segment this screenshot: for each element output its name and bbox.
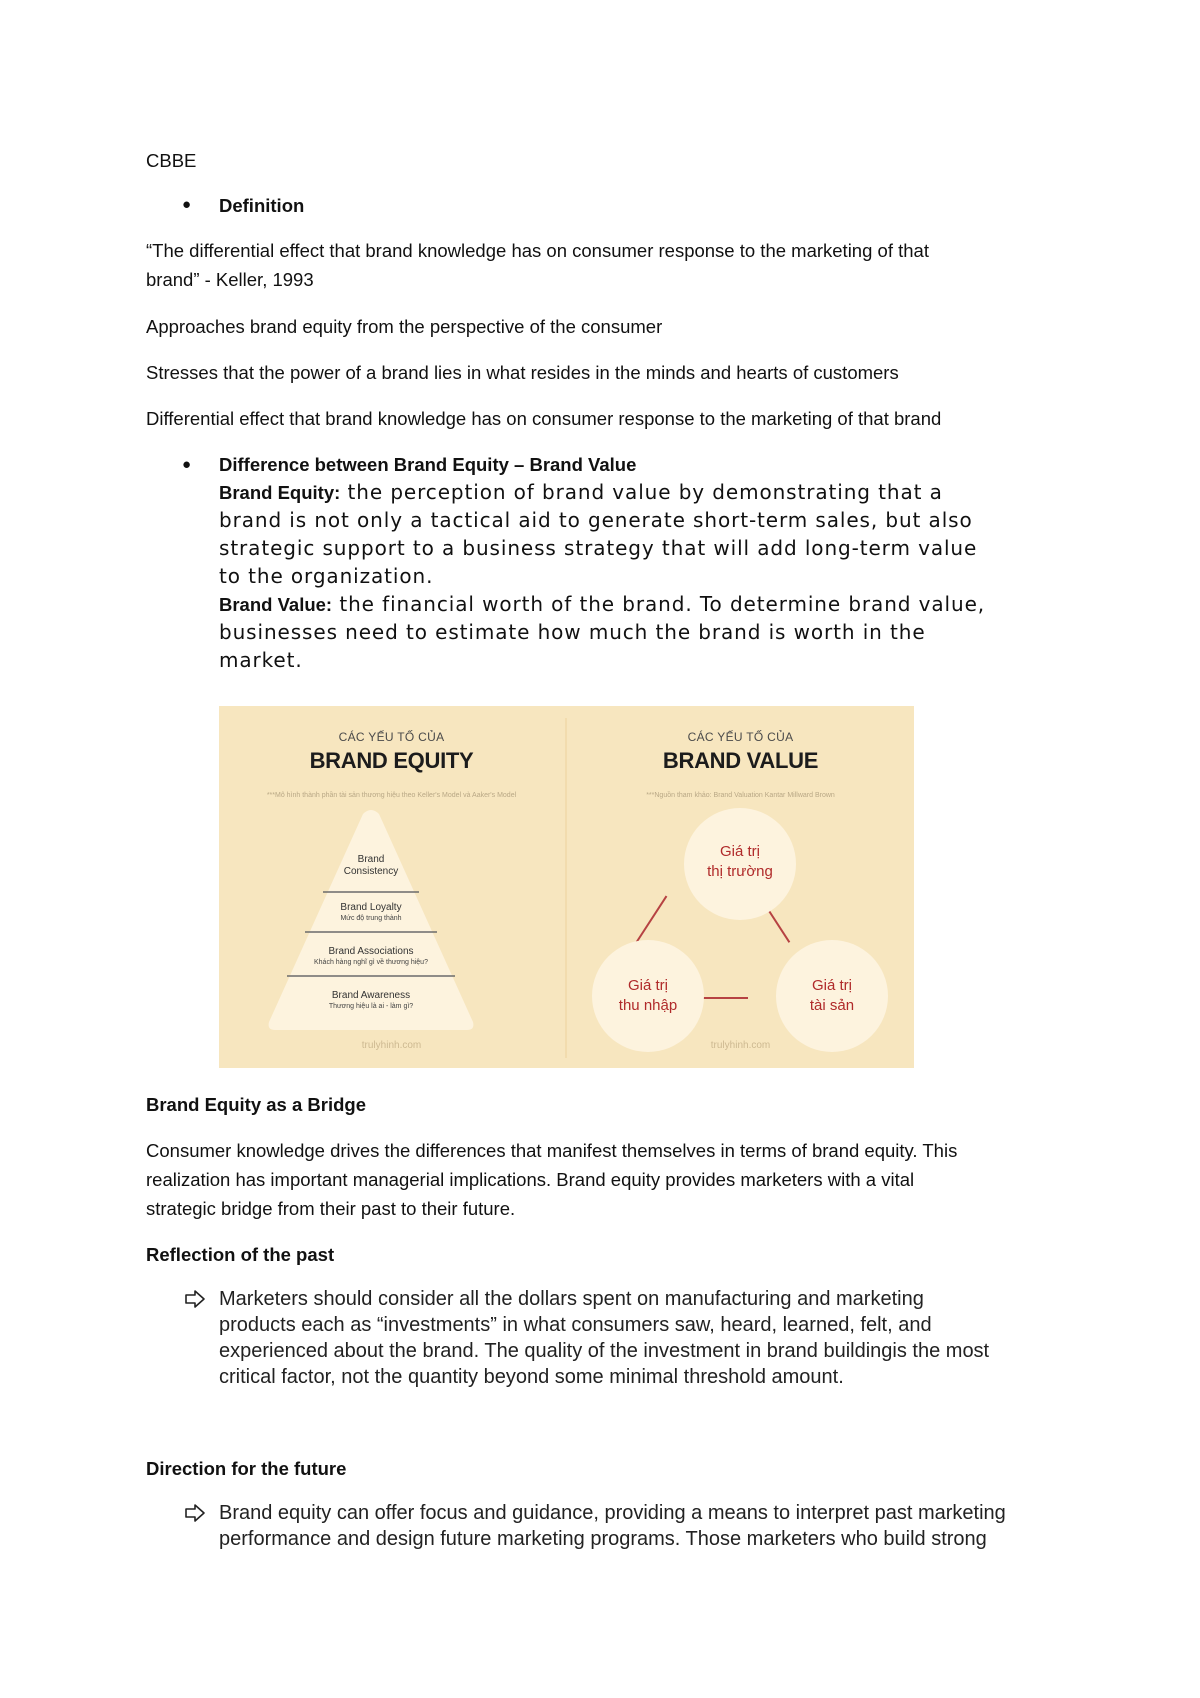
value-line-1: the financial worth of the brand. To determine brand value, (339, 592, 986, 616)
label-income-value (592, 976, 704, 1016)
past-line-1: Marketers should consider all the dollars spent on manufacturing and marketing (219, 1288, 924, 1310)
bridge-line-2: realization has important managerial implications. Brand equity provides marketers with a vital (146, 1169, 915, 1190)
equity-line-1: the perception of brand value by demonstrating that a (347, 480, 943, 504)
value-line-2: businesses need to estimate how much the brand is worth in the (219, 620, 926, 644)
level-sub-label: Thương hiệu là ai - làm gì? (328, 1003, 414, 1010)
equity-line-2: brand is not only a tactical aid to generate short-term sales, but also (219, 508, 973, 532)
label-line: thị trường (707, 863, 773, 880)
arrow-bullet-icon (184, 1288, 206, 1310)
difference-bullet: Difference between Brand Equity – Brand Value (219, 454, 637, 475)
future-line-2: performance and design future marketing programs. Those marketers who build strong (219, 1528, 987, 1550)
definition-bullet: Definition (219, 195, 305, 216)
value-line-3: market. (219, 648, 303, 672)
brand-equity-value-figure (219, 706, 914, 1068)
value-source-note: ***Nguồn tham khảo: Brand Valuation Kantar Millward Brown (646, 792, 835, 799)
past-line-3: experienced about the brand. The quality of the investment in brand buildingis the most (219, 1340, 990, 1362)
label-asset-value (776, 976, 888, 1016)
brand-value-label: Brand Value: (219, 594, 333, 615)
bridge-line-1: Consumer knowledge drives the differences that manifest themselves in terms of brand equity. This (146, 1140, 958, 1161)
label-line: tài sản (809, 997, 855, 1014)
label-line: Giá trị (627, 977, 668, 994)
future-heading: Direction for the future (146, 1458, 347, 1479)
bridge-heading: Brand Equity as a Bridge (146, 1094, 366, 1115)
label-market-value (684, 842, 796, 882)
value-kicker: CÁC YẾU TỐ CỦA (687, 730, 794, 744)
pyramid-level-loyalty (301, 902, 441, 924)
level-label: Brand (357, 854, 385, 865)
label-line: Giá trị (811, 977, 852, 994)
bullet-dot: ● (182, 456, 192, 473)
past-line-4: critical factor, not the quantity beyond some minimal threshold amount. (219, 1366, 844, 1388)
paragraph-3: Differential effect that brand knowledge has on consumer response to the marketing of that brand (146, 408, 942, 429)
connector-left (635, 895, 667, 943)
brand-equity-definition (219, 478, 943, 507)
figure-divider (565, 718, 567, 1058)
quote-line-1: “The differential effect that brand knowledge has on consumer response to the marketing of that (146, 240, 929, 261)
equity-title: BRAND EQUITY (309, 748, 474, 773)
label-line: thu nhập (618, 997, 678, 1014)
arrow-bullet-icon (184, 1502, 206, 1524)
level-sub-label: Mức độ trung thành (340, 915, 402, 922)
level-label: Consistency (343, 866, 399, 877)
brand-value-panel (568, 706, 913, 1068)
paragraph-1: Approaches brand equity from the perspective of the consumer (146, 316, 663, 337)
past-heading: Reflection of the past (146, 1244, 335, 1265)
equity-line-3: strategic support to a business strategy that will add long-term value (219, 536, 978, 560)
brand-equity-label: Brand Equity: (219, 482, 341, 503)
pyramid-level-awareness (271, 990, 471, 1012)
equity-source-note: ***Mô hình thành phần tài sản thương hiệu theo Keller's Model và Aaker's Model (266, 792, 517, 799)
value-footer: trulyhinh.com (710, 1040, 771, 1051)
level-label: Brand Awareness (331, 990, 411, 1001)
pyramid-level-consistency (321, 854, 421, 878)
equity-footer: trulyhinh.com (361, 1040, 422, 1051)
equity-kicker: CÁC YẾU TỐ CỦA (338, 730, 445, 744)
level-label: Brand Loyalty (340, 902, 402, 913)
pyramid-level-associations (281, 946, 461, 968)
paragraph-2: Stresses that the power of a brand lies in what resides in the minds and hearts of customers (146, 362, 899, 383)
quote-line-2: brand” - Keller, 1993 (146, 269, 314, 290)
level-sub-label: Khách hàng nghĩ gì về thương hiệu? (314, 959, 428, 966)
bullet-dot: ● (182, 196, 192, 213)
label-line: Giá trị (719, 843, 760, 860)
value-title: BRAND VALUE (662, 748, 819, 773)
brand-value-definition (219, 590, 985, 619)
future-line-1: Brand equity can offer focus and guidance, providing a means to interpret past marketing (219, 1502, 1006, 1524)
level-label: Brand Associations (328, 946, 414, 957)
bridge-line-3: strategic bridge from their past to their future. (146, 1198, 516, 1219)
past-line-2: products each as “investments” in what consumers saw, heard, learned, felt, and (219, 1314, 932, 1336)
equity-line-4: to the organization. (219, 564, 434, 588)
doc-heading: CBBE (146, 150, 197, 171)
brand-equity-panel (219, 706, 564, 1068)
